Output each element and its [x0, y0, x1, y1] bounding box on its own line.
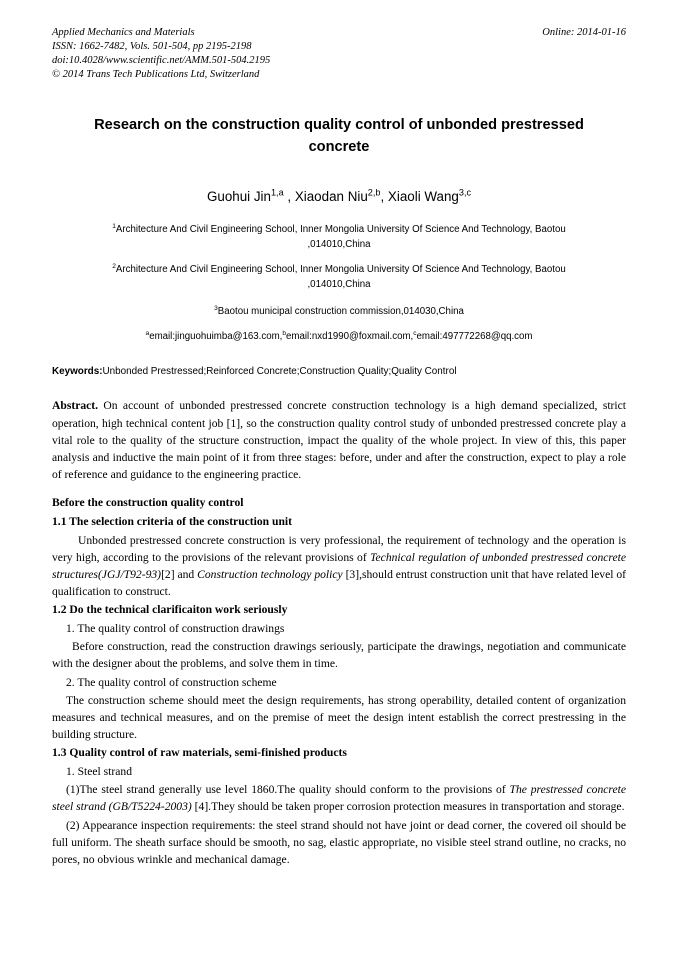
keywords-line [52, 366, 626, 377]
affiliation-1-marker: 1 [112, 222, 116, 230]
p-1-3-2-part-b: [4].They should be taken proper corrosion protection measures in transportation and storage. [191, 800, 625, 814]
author-3-name: Xiaoli Wang [387, 189, 459, 205]
p-1-3-2-part-a: (1)The steel strand generally use level 1860.The quality should conform to the provisions of [66, 783, 510, 797]
paragraph-1-2-3: 2. The quality control of construction scheme [66, 675, 277, 689]
email-a: email:jinguohuimba@163.com, [149, 331, 283, 343]
keywords-label: Keywords: [52, 366, 103, 378]
p-1-1-1-italic-2: Construction technology policy [197, 568, 343, 582]
affiliation-2-marker: 2 [112, 263, 116, 271]
subsection-heading-1-2: 1.2 Do the technical clarificaiton work seriously [52, 603, 288, 617]
p-1-1-1-italic-1: Technical regulation of unbonded prestressed concrete structures(JGJ/T92-93) [52, 550, 626, 582]
affiliation-2 [52, 262, 626, 292]
email-b-marker: b [282, 330, 287, 338]
subsection-heading-1-3: 1.3 Quality control of raw materials, semi-finished products [52, 746, 347, 760]
keywords-value: Unbonded Prestressed;Reinforced Concrete;Construction Quality;Quality Control [102, 366, 457, 378]
email-a-marker: a [145, 330, 150, 338]
p-1-1-1-part-a: Unbonded prestressed concrete construction is very professional, the requirement of technology and the operation is very high, according to the provisions of the relevant provisions of [52, 533, 626, 564]
affiliation-2-text: Architecture And Civil Engineering School, Inner Mongolia University Of Science And Technology, Baotou ,014010,China [115, 264, 566, 291]
affiliation-1-text: Architecture And Civil Engineering School, Inner Mongolia University Of Science And Technology, Baotou ,014010,China [115, 224, 566, 251]
doi-line: doi:10.4028/www.scientific.net/AMM.501-504.2195 [52, 54, 271, 66]
issn-line: ISSN: 1662-7482, Vols. 501-504, pp 2195-2198 [52, 40, 252, 52]
author-2-name: Xiaodan Niu [294, 189, 368, 205]
p-1-1-1-part-c: [3],should entrust construction unit that have related level of qualification to construct. [52, 568, 626, 599]
page-title: Research on the construction quality control of unbonded prestressed concrete [94, 117, 584, 156]
header-journal-block [52, 26, 270, 81]
email-c-marker: c [413, 330, 417, 338]
abstract-label: Abstract. [52, 399, 99, 413]
abstract-text: On account of unbonded prestressed concrete construction technology is a high demand specialized, strict operation, high technical content job [1], so the construction quality control study of unbonded prestressed concrete play a vital role to the quality of the structure construction, impact the quality of the whole project. In view of this, this paper analysis and inductive the main point of it from three stages: before, under and after the construction, expect to play a role of reference and guidance to the engineering practice. [52, 399, 626, 481]
section-heading-1: Before the construction quality control [52, 496, 244, 510]
online-date: Online: 2014-01-16 [542, 27, 626, 38]
author-2-sup: 2,b [367, 187, 381, 198]
paragraph-1-2-1: 1. The quality control of construction drawings [66, 622, 285, 636]
author-list [52, 189, 626, 204]
abstract-paragraph [52, 397, 626, 483]
subsection-heading-1-1: 1.1 The selection criteria of the construction unit [52, 514, 292, 528]
affiliation-3-marker: 3 [214, 305, 218, 313]
email-c: email:497772268@qq.com [416, 331, 533, 343]
p-1-3-2-italic: The prestressed concrete steel strand (GB/T5224-2003) [52, 783, 626, 814]
paragraph-1-3-2 [52, 781, 626, 815]
copyright-line: © 2014 Trans Tech Publications Ltd, Switzerland [52, 68, 260, 80]
author-1-name: Guohui Jin [206, 189, 271, 205]
affiliation-3-text: Baotou municipal construction commission,014030,China [217, 306, 464, 318]
paragraph-1-3-1: 1. Steel strand [66, 765, 133, 779]
author-1-sup: 1,a [270, 187, 284, 198]
p-1-1-1-part-b: [2] and [161, 568, 198, 582]
email-b: email:nxd1990@foxmail.com, [286, 331, 414, 343]
author-emails [52, 331, 626, 342]
journal-name: Applied Mechanics and Materials [52, 27, 195, 38]
paragraph-1-3-3: (2) Appearance inspection requirements: the steel strand should not have joint or dead corner, the covered oil should be full uniform. The sheath surface should be smooth, no sag, elastic appropriate, no visible steel strand outline, no cracks, no pores, no obvious wrinkle and mechanical damage. [52, 818, 626, 866]
author-3-sup: 3,c [458, 187, 472, 198]
paragraph-1-1-1 [52, 532, 626, 601]
author-sep-2: , [380, 189, 388, 205]
affiliation-3 [52, 304, 626, 319]
author-sep-1: , [283, 189, 295, 205]
paragraph-1-2-2: Before construction, read the construction drawings seriously, participate the drawings, negotiation and communicate with the designer about the problems, and solve them in time. [52, 640, 626, 671]
affiliation-1 [52, 222, 626, 252]
page-header [52, 26, 626, 81]
paragraph-1-2-4: The construction scheme should meet the design requirements, has strong operability, detailed content of organization measures and technical measures, and on the premise of meet the design intent establish the correct prestressing in the building structure. [52, 693, 626, 742]
